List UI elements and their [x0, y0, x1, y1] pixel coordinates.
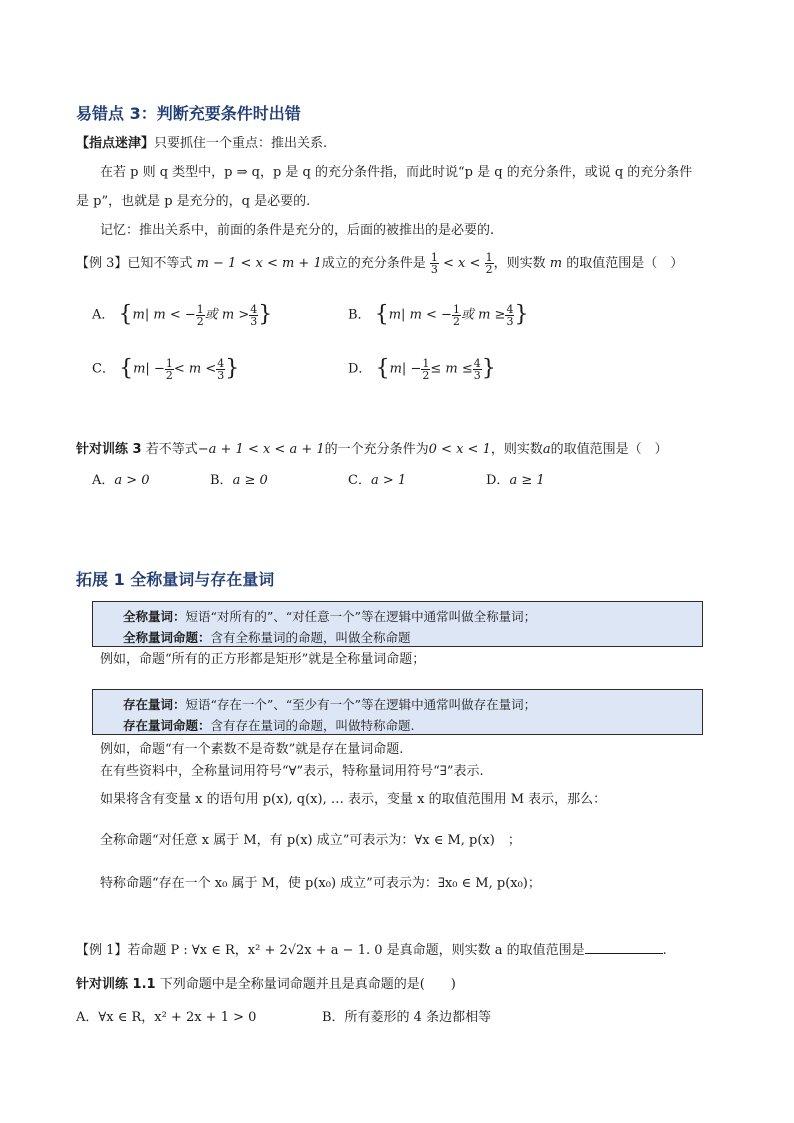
fraction-one-half: [485, 252, 494, 275]
para1-line2: 是 p”，也就是 p 是充分的，q 是必要的.: [76, 194, 311, 209]
training-3-option-B: [210, 473, 268, 489]
box-label: 存在量词命题：: [123, 718, 211, 733]
frac-num: 1: [430, 251, 438, 264]
frac-num: 1: [165, 356, 173, 370]
frac-num: 1: [452, 302, 460, 316]
box-existential-line1: [123, 695, 536, 713]
definition-box-universal: [92, 601, 703, 647]
option-D: D． {m| − $\frac{1}{2}$ ≤ m ≤ $\frac{4}{3}$ }: [348, 356, 496, 382]
example-1-end: .: [662, 943, 667, 958]
option-expr: a ≥ 0: [232, 473, 268, 488]
option-label: D．: [486, 473, 510, 488]
variable-definition-line: 如果将含有变量 x 的语句用 p(x), q(x), … 表示，变量 x 的取值范围用 M 表示，那么：: [100, 792, 607, 807]
box-label: 存在量词：: [123, 697, 186, 712]
section-heading-extension-1: 拓展 1 全称量词与存在量词: [76, 570, 275, 589]
frac-num: 4: [217, 356, 225, 370]
opt-rel: m < −: [409, 307, 452, 323]
example-existential: 例如，命题“有一个素数不是奇数”就是存在量词命题.: [100, 742, 404, 757]
training-3-text-c: ，则实数: [490, 442, 543, 457]
definition-box-existential: [92, 689, 703, 735]
option-C: C． {m| − $\frac{1}{2}$ < m < $\frac{4}{3}$ }: [92, 356, 240, 382]
frac-den: 2: [422, 368, 430, 382]
option-A-label: A．: [92, 307, 115, 323]
option-A: A． {m| m < − $\frac{1}{2}$ 或 m > $\frac{4}{3}$ }: [92, 302, 273, 328]
box-text: 短语“存在一个”、“至少有一个”等在逻辑中通常叫做存在量词；: [185, 697, 537, 712]
universal-proposition-form: 全称命题“对任意 x 属于 M，有 p(x) 成立”可表示为：∀x ∈ M, p(x) ；: [100, 833, 521, 848]
fraction-one-third: [430, 252, 439, 275]
example-3-label: 【例 3】: [76, 256, 128, 271]
para1-line1: 在若 p 则 q 类型中，p ⇒ q，p 是 q 的充分条件指，而此时说“p 是 q 的充分条件，或说 q 的充分条件: [100, 165, 693, 180]
opt-rel: −: [153, 361, 165, 377]
box-label: 全称量词：: [123, 609, 186, 624]
opt-rel: −: [410, 361, 422, 377]
example-1-label: 【例 1】: [76, 943, 128, 958]
frac-num: 4: [250, 302, 258, 316]
answer-blank[interactable]: [585, 941, 663, 954]
training-3-option-A: [92, 473, 150, 489]
box-label: 全称量词命题：: [123, 630, 211, 645]
training-3-text-b: 的一个充分条件为: [324, 442, 429, 457]
option-C-label: C．: [92, 361, 115, 377]
frac-num: 1: [485, 251, 493, 264]
training-1-1-text: 下列命题中是全称量词命题并且是真命题的是( ): [159, 977, 456, 992]
training-3-inequality: −a + 1 < x < a + 1: [197, 442, 325, 457]
opt-m: m: [389, 361, 402, 377]
memo-line: 记忆：推出关系中，前面的条件是充分的，后面的被推出的是必要的.: [100, 223, 495, 238]
example-3-text-a: 已知不等式: [127, 256, 193, 271]
example-3-question: 【例 3】已知不等式 m − 1 < x < m + 1成立的充分条件是 $\frac{1}{3}$ < x < $\frac{1}{2}$ ，则实数 m 的取值范围是（ ）: [76, 251, 684, 276]
option-B-label: B．: [348, 307, 371, 323]
frac-den: 2: [165, 368, 173, 382]
tip-text: 只要抓住一个重点：推出关系.: [154, 136, 328, 151]
frac-den: 3: [217, 368, 225, 382]
example-1-question: [76, 941, 667, 959]
tip-line: [76, 136, 327, 152]
example-1-text: 若命题 P : ∀x ∈ R，x² + 2√2x + a − 1. 0 是真命题，则实数 a 的取值范围是: [127, 943, 585, 958]
training-1-1-option-B: B．所有菱形的 4 条边都相等: [322, 1010, 492, 1025]
frac-den: 3: [430, 263, 438, 276]
option-expr: a ≥ 1: [509, 473, 545, 488]
example-3-text-d: 的取值范围是（ ）: [566, 256, 684, 271]
training-1-1-label: 针对训练 1.1: [76, 977, 156, 992]
tip-label: 【指点迷津】: [76, 136, 155, 151]
option-D-label: D．: [348, 361, 372, 377]
training-3-text-a: 若不等式: [145, 442, 198, 457]
existential-proposition-form: 特称命题“存在一个 x₀ 属于 M，使 p(x₀) 成立”可表示为：∃x₀ ∈ M, p(x₀)；: [100, 876, 541, 891]
box-text: 含有存在量词的命题，叫做特称命题.: [210, 718, 415, 733]
frac-num: 1: [422, 356, 430, 370]
frac-den: 2: [452, 314, 460, 328]
frac-num: 1: [196, 302, 204, 316]
training-3-option-D: [486, 473, 545, 489]
option-expr: a > 0: [114, 473, 150, 488]
box-universal-line1: [123, 607, 536, 625]
frac-den: 3: [506, 314, 514, 328]
option-label: B．: [210, 473, 233, 488]
training-3-option-C: [348, 473, 406, 489]
frac-den: 3: [473, 368, 481, 382]
training-1-1-question: [76, 977, 456, 993]
frac-den: 2: [485, 263, 493, 276]
opt-rel: m < −: [153, 307, 196, 323]
training-3-question: [76, 442, 668, 458]
opt-rel: 或 m ≥: [460, 307, 506, 323]
box-existential-line2: [123, 716, 415, 734]
opt-rel: < m <: [173, 361, 217, 377]
frac-den: 2: [196, 314, 204, 328]
training-3-text-d: 的取值范围是（ ）: [550, 442, 668, 457]
frac-num: 4: [506, 302, 514, 316]
frac-den: 3: [250, 314, 258, 328]
symbols-line: 在有些资料中，全称量词用符号“∀”表示，特称量词用符号“∃”表示.: [100, 764, 484, 779]
box-text: 短语“对所有的”、“对任意一个”等在逻辑中通常叫做全称量词；: [185, 609, 537, 624]
example-3-inequality: m − 1 < x < m + 1: [196, 256, 322, 271]
training-1-1-option-A: A．∀x ∈ R，x² + 2x + 1 > 0: [76, 1010, 257, 1025]
option-expr: a > 1: [370, 473, 407, 488]
opt-m: m|: [388, 307, 406, 323]
box-universal-line2: [123, 628, 411, 646]
example-3-var: m: [549, 256, 563, 271]
option-B: B． {m| m < − $\frac{1}{2}$ 或 m ≥ $\frac{4}{3}$ }: [348, 302, 529, 328]
training-3-label: 针对训练 3: [76, 442, 142, 457]
option-label: A．: [92, 473, 115, 488]
example-3-text-c: ，则实数: [493, 256, 546, 271]
training-3-condition: 0 < x < 1: [428, 442, 491, 457]
opt-rel: 或 m >: [204, 307, 250, 323]
opt-rel: ≤ m ≤: [430, 361, 473, 377]
training-3-var: a: [542, 442, 551, 457]
section-heading-error-point-3: 易错点 3：判断充要条件时出错: [76, 104, 301, 123]
opt-m: m: [133, 361, 146, 377]
opt-m: m|: [132, 307, 150, 323]
example-3-text-b: 成立的充分条件是: [321, 256, 426, 271]
example-universal: 例如，命题“所有的正方形都是矩形”就是全称量词命题；: [100, 652, 426, 667]
box-text: 含有全称量词的命题，叫做全称命题: [210, 630, 411, 645]
option-label: C．: [348, 473, 371, 488]
frac-num: 4: [473, 356, 481, 370]
